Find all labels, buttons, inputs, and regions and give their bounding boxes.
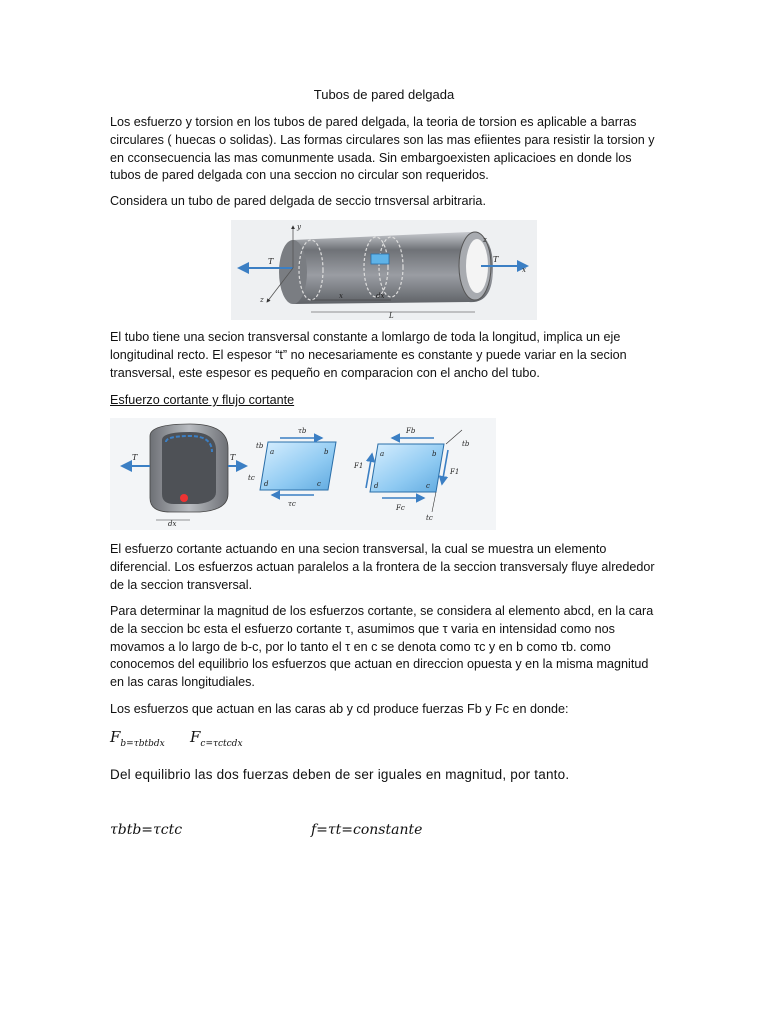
dim-dx: dx (376, 292, 385, 300)
label-T-left: T (268, 257, 274, 266)
label-Fc: Fc (396, 504, 405, 512)
ring-T-left: T (132, 453, 138, 462)
equation-shear-flow: f=τt=constante (311, 822, 423, 838)
vertex-b-2: b (432, 450, 437, 458)
label-z-axis-2: z (483, 236, 487, 244)
vertex-d: d (264, 480, 269, 488)
dim-L: L (389, 312, 394, 320)
ring-T-right: T (230, 453, 236, 462)
equation-Fb: $F_{b=\tau btbdx}$ (110, 728, 165, 749)
vertex-c: c (317, 480, 321, 488)
equation-equilibrium: τbtb=τctc (110, 822, 183, 838)
label-F1-left: F1 (354, 462, 364, 470)
paragraph-tube-description: El tubo tiene una secion transversal constante a lomlargo de toda la longitud, implica un eje longitudinal recto. El espesor “t” no necesariamente es constante y puede variar en la secion transversal, este espesor es pequeño en comparacion con el ancho del tubo. (110, 330, 627, 380)
ring-dx: dx (168, 520, 177, 528)
paragraph-intro: Los esfuerzo y torsion en los tubos de pared delgada, la teoria de torsion es aplicable a barras circulares ( huecas o solidas). Las formas circulares son las mas efiientes para resistir la torsion y en cconsecuencia las mas comunmente usada. Sin embargoexisten aplicacioes en donde los tubos de pared delgada con una seccion no circular son requeridos. (110, 115, 655, 183)
vertex-b: b (324, 448, 329, 456)
dim-x: x (339, 292, 343, 300)
label-Fb: Fb (406, 427, 416, 435)
label-z-axis: z (260, 296, 264, 304)
document-title: Tubos de pared delgada (313, 87, 455, 102)
paragraph-equilibrium: Del equilibrio las dos fuerzas deben de ser iguales en magnitud, por tanto. (110, 767, 570, 782)
label-T-right: T (493, 255, 499, 264)
vertex-a: a (270, 448, 275, 456)
vertex-d-2: d (374, 482, 379, 490)
label-tc-2: tc (426, 514, 433, 522)
label-tb-2: tb (462, 440, 470, 448)
figure-thin-walled-tube (231, 220, 537, 320)
label-tau-c: τc (288, 500, 296, 508)
vertex-c-2: c (426, 482, 430, 490)
paragraph-consider: Considera un tubo de pared delgada de seccio trnsversal arbitraria. (110, 194, 486, 208)
label-F1-right: F1 (450, 468, 460, 476)
label-tc: tc (248, 474, 255, 482)
figure-shear-flow (110, 418, 496, 530)
equation-Fc: $F_{c=\tau ctcdx}$ (190, 728, 243, 749)
vertex-a-2: a (380, 450, 385, 458)
paragraph-forces: Los esfuerzos que actuan en las caras ab y cd produce fuerzas Fb y Fc en donde: (110, 702, 569, 716)
differential-element (371, 254, 389, 264)
label-tb: tb (256, 442, 264, 450)
section-heading: Esfuerzo cortante y flujo cortante (110, 393, 295, 407)
paragraph-magnitude: Para determinar la magnitud de los esfuerzos cortante, se considera al elemento abcd, en la cara de la seccion bc esta el esfuerzo cortante τ, asumimos que τ varia en intensidad como nos movamos a lo largo de b-c, por lo tanto el τ en c se denota como τc y en b como τb. como conocemos del equilibrio los esfuerzos que actuan en direccion opuesta y en la misma magnitud en las caras longitudiales. (110, 604, 654, 690)
label-y-axis: y (297, 223, 301, 231)
paragraph-shear-stress: El esfuerzo cortante actuando en una secion transversal, la cual se muestra un elemento diferencial. Los esfuerzos actuan paralelos a la frontera de la seccion transversaly fluye alrededor de la seccion transversal. (110, 542, 655, 592)
label-x-axis: x (522, 266, 526, 274)
label-tau-b: τb (298, 427, 307, 435)
